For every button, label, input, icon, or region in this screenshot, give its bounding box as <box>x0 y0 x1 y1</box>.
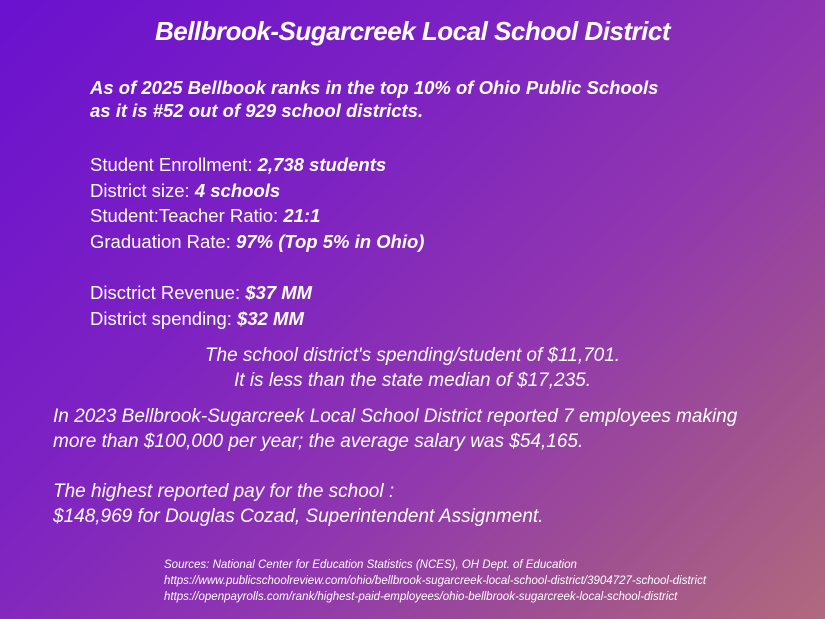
ranking-line: As of 2025 Bellbook ranks in the top 10% of Ohio Public Schools <box>90 77 659 98</box>
employee-line: more than $100,000 per year; the average salary was $54,165. <box>53 431 584 452</box>
fact-row-enrollment <box>90 152 790 178</box>
spacer <box>53 454 823 479</box>
ranking-line: as it is #52 out of 929 school districts. <box>90 100 424 121</box>
sources-block <box>164 557 819 605</box>
finance-row-spending <box>90 306 790 332</box>
source-citation: Sources: National Center for Education Statistics (NCES), OH Dept. of Education <box>164 559 577 571</box>
finance-label: Disctrict Revenue: <box>90 282 246 303</box>
highest-pay-line: The highest reported pay for the school : <box>53 481 395 502</box>
fact-value: 4 schools <box>194 179 281 201</box>
finance-value: $37 MM <box>245 282 313 303</box>
fact-row-graduation <box>90 229 790 255</box>
finance-label: District spending: <box>90 307 238 329</box>
fact-label: District size: <box>90 179 195 201</box>
fact-label: Graduation Rate: <box>90 230 237 252</box>
district-facts <box>90 152 790 331</box>
spacer <box>90 254 790 280</box>
source-url: https://openpayrolls.com/rank/highest-paid-employees/ohio-bellbrook-sugarcreek-local-school-district <box>164 591 678 603</box>
finance-value: $32 MM <box>237 307 304 329</box>
finance-row-revenue <box>90 280 790 306</box>
fact-label: Student Enrollment: <box>90 154 258 175</box>
ranking-statement <box>90 76 790 122</box>
fact-label: Student:Teacher Ratio: <box>90 205 284 226</box>
spending-line: It is less than the state median of $17,235. <box>233 369 591 391</box>
fact-value: 21:1 <box>283 205 321 226</box>
highest-pay-line: $148,969 for Douglas Cozad, Superintendent Assignment. <box>53 506 544 527</box>
fact-value: 2,738 students <box>257 154 387 175</box>
district-title: Bellbrook-Sugarcreek Local School District <box>154 16 671 46</box>
fact-row-ratio <box>90 203 790 229</box>
spending-per-student-note <box>0 344 825 393</box>
source-url: https://www.publicschoolreview.com/ohio/bellbrook-sugarcreek-local-school-district/3904727-school-district <box>164 575 707 587</box>
spending-line: The school district's spending/student of $11,701. <box>204 345 621 366</box>
fact-row-district-size <box>90 178 790 204</box>
fact-value: 97% (Top 5% in Ohio) <box>236 230 425 252</box>
employee-line: In 2023 Bellbrook-Sugarcreek Local School District reported 7 employees making <box>53 406 738 427</box>
employee-salary-note <box>53 404 823 529</box>
